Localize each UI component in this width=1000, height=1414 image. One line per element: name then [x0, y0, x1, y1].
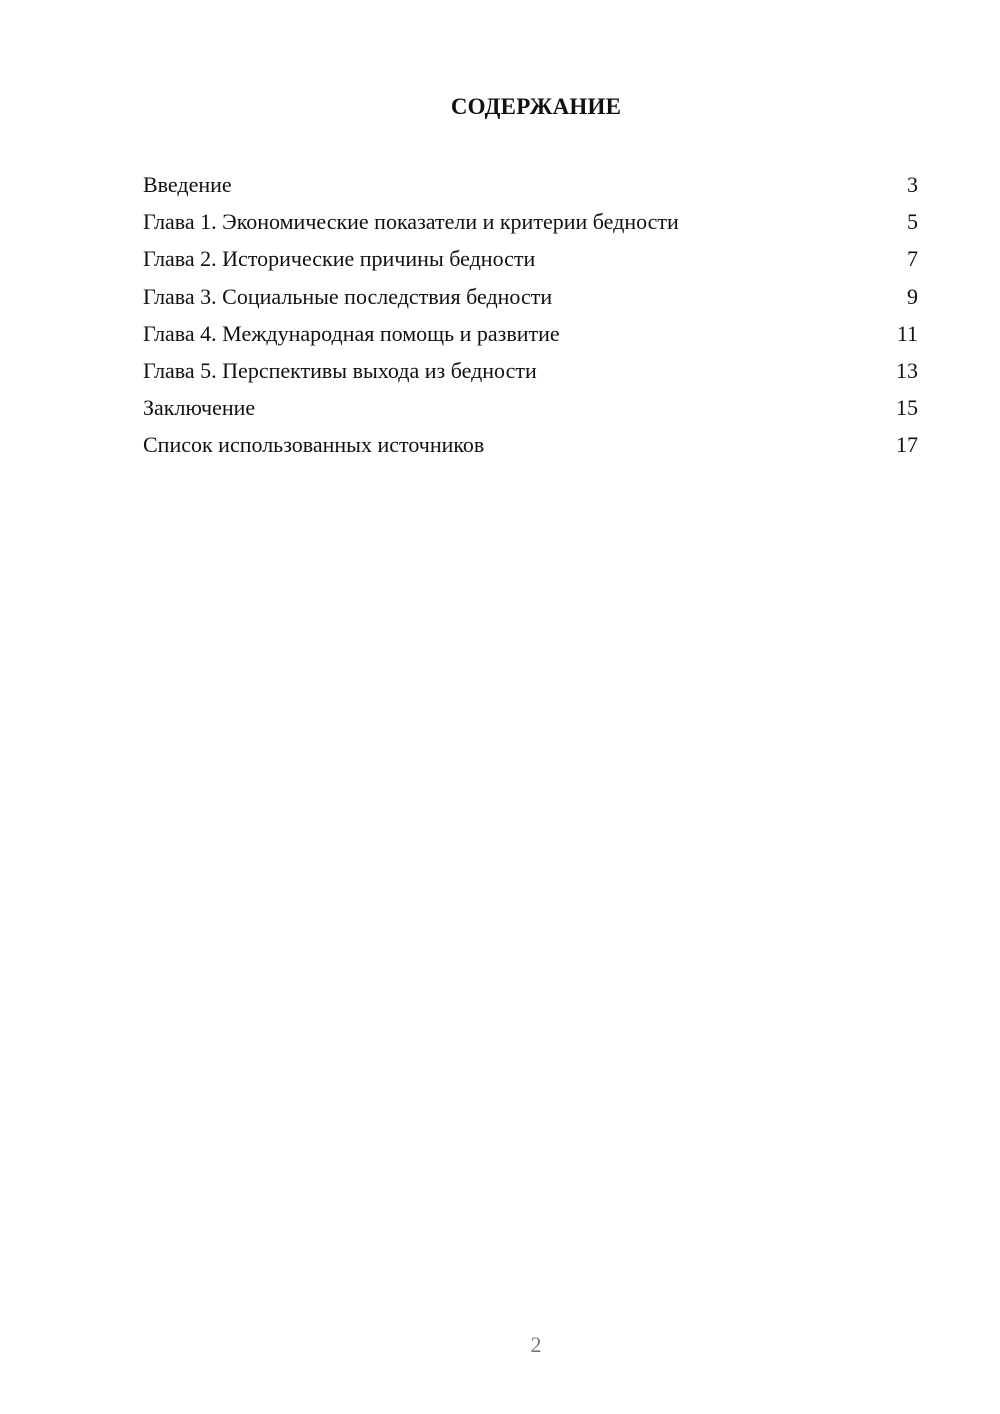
toc-entry-page: 11 — [896, 320, 918, 346]
toc-entry — [143, 354, 918, 391]
toc-entry-page: 17 — [896, 432, 918, 458]
table-of-contents — [143, 168, 918, 466]
toc-entry — [143, 317, 918, 354]
toc-entry — [143, 391, 918, 428]
toc-entry — [143, 428, 918, 465]
toc-entry-page: 3 — [907, 172, 918, 197]
page-number: 2 — [530, 1332, 542, 1357]
toc-entry-title: Глава 1. Экономические показатели и критерии бедности — [143, 209, 679, 235]
toc-entry — [143, 205, 918, 242]
toc-entry-title: Список использованных источников — [143, 432, 485, 458]
toc-entry-title: Глава 2. Исторические причины бедности — [143, 246, 536, 272]
page-title: СОДЕРЖАНИЕ — [450, 94, 622, 119]
toc-entry-title: Глава 3. Социальные последствия бедности — [143, 283, 553, 309]
toc-entry — [143, 242, 918, 279]
toc-entry — [143, 168, 918, 205]
toc-entry-page: 15 — [896, 395, 918, 421]
toc-entry-page: 9 — [907, 283, 918, 309]
toc-entry-page: 13 — [896, 357, 918, 383]
toc-entry-title: Глава 5. Перспективы выхода из бедности — [143, 357, 537, 383]
toc-entry — [143, 280, 918, 317]
toc-entry-page: 5 — [907, 209, 918, 235]
toc-entry-title: Введение — [143, 172, 232, 197]
toc-entry-title: Заключение — [143, 395, 256, 421]
toc-entry-title: Глава 4. Международная помощь и развитие — [143, 320, 560, 346]
toc-entry-page: 7 — [907, 246, 918, 272]
